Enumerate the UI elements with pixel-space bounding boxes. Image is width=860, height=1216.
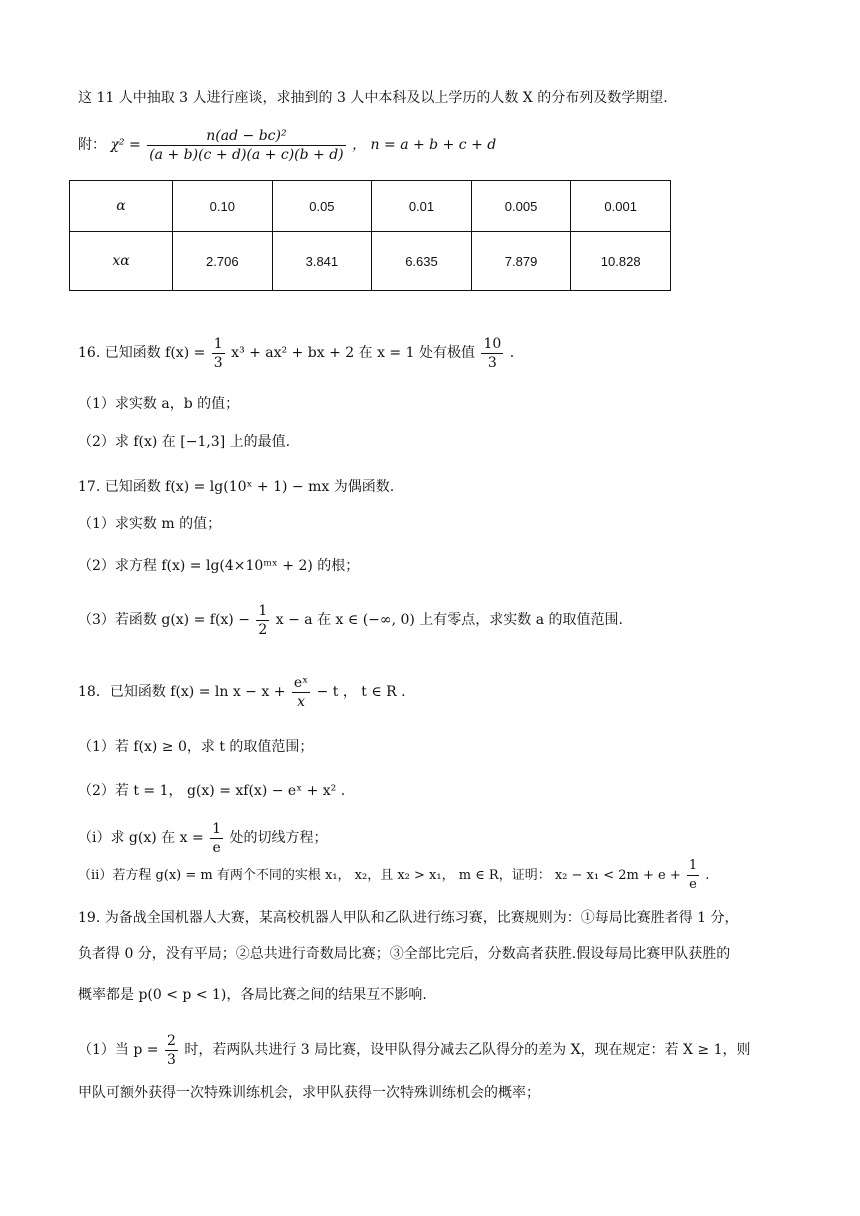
- q17-part3: [78, 600, 623, 640]
- fraction-denominator: 3: [481, 353, 503, 372]
- fraction-denominator: 2: [258, 621, 268, 638]
- q18-part-ii-prefix: （ⅱ）若方程 g(x) = m 有两个不同的实根 x₁， x₂，且 x₂ > x₁， m ∈ R，证明： x₂ − x₁ < 2m + e +: [78, 868, 685, 883]
- fraction-denominator: e: [210, 838, 223, 857]
- q17-fraction: [256, 602, 269, 639]
- critical-value-table: [69, 180, 671, 291]
- alpha-header: α: [70, 181, 173, 232]
- q16-fraction-1: [212, 335, 225, 372]
- q18-part-ii-end: .: [705, 868, 710, 883]
- q18-part-i-prefix: （ⅰ）求 g(x) 在 x =: [78, 830, 209, 846]
- fraction-numerator: 2: [166, 1032, 176, 1049]
- q16-end: .: [509, 345, 515, 361]
- q19-line-2: 负者得 0 分，没有平局；②总共进行奇数局比赛；③全部比完后，分数高者获胜.假设每局比赛甲队获胜的: [78, 946, 731, 962]
- fraction-denominator: x: [292, 692, 310, 711]
- q16-fraction-2: [481, 335, 503, 372]
- n-formula: ， n = a + b + c + d: [352, 137, 497, 153]
- fraction-numerator: 10: [483, 335, 502, 352]
- table-cell: 0.05: [272, 181, 372, 232]
- q19-part1-suffix: 时，若两队共进行 3 局比赛，设甲队得分减去乙队得分的差为 X，现在规定：若 X ≥ 1，则: [184, 1042, 751, 1058]
- chi-numerator: n(ad − bc)²: [206, 127, 287, 144]
- fraction-denominator: 3: [213, 354, 223, 371]
- fraction-numerator: 1: [688, 858, 698, 873]
- q16-part1: （1）求实数 a，b 的值；: [78, 396, 240, 412]
- q18-part2: （2）若 t = 1， g(x) = xf(x) − eˣ + x² .: [78, 783, 346, 799]
- q17-part2: （2）求方程 f(x) = lg(4×10ᵐˣ + 2) 的根；: [78, 558, 360, 574]
- q18-fraction: [292, 674, 310, 711]
- q19-part1: [78, 1030, 751, 1070]
- table-cell: 10.828: [571, 232, 671, 291]
- chi-square-fraction: [147, 127, 345, 164]
- fraction-denominator: 3: [166, 1051, 176, 1068]
- q18-part-i-fraction: [210, 820, 223, 857]
- fraction-numerator: eˣ: [293, 674, 309, 691]
- table-cell: 2.706: [173, 232, 273, 291]
- q17-part1: （1）求实数 m 的值；: [78, 516, 222, 532]
- q18-part1: （1）若 f(x) ≥ 0，求 t 的取值范围；: [78, 739, 314, 755]
- q17-part3-suffix: x − a 在 x ∈ (−∞, 0) 上有零点，求实数 a 的取值范围.: [275, 612, 623, 628]
- table-cell: 7.879: [471, 232, 571, 291]
- table-cell: 0.10: [173, 181, 273, 232]
- q18-suffix: − t ， t ∈ R .: [316, 684, 406, 700]
- q18-part-i: [78, 818, 328, 858]
- table-cell: 0.001: [571, 181, 671, 232]
- table-row: [70, 181, 671, 232]
- equals-sign: =: [129, 137, 141, 153]
- intro-line: 这 11 人中抽取 3 人进行座谈，求抽到的 3 人中本科及以上学历的人数 X 的分布列及数学期望.: [78, 90, 668, 106]
- q19-part1-prefix: （1）当 p =: [78, 1042, 163, 1058]
- fraction-numerator: 1: [213, 335, 223, 352]
- appendix-label: 附：: [78, 137, 106, 153]
- q17-part3-prefix: （3）若函数 g(x) = f(x) −: [78, 612, 255, 628]
- fraction-denominator: e: [687, 875, 699, 894]
- q18-prefix: 18．已知函数 f(x) = ln x − x +: [78, 684, 290, 700]
- fraction-numerator: 1: [212, 820, 222, 837]
- q16-prefix: 16. 已知函数 f(x) =: [78, 345, 210, 361]
- chi-symbol: χ²: [110, 137, 125, 153]
- q18-part-ii-fraction: [687, 857, 699, 894]
- q19-line-1: 19. 为备战全国机器人大赛，某高校机器人甲队和乙队进行练习赛，比赛规则为：①每局比赛胜者得 1 分，: [78, 910, 739, 926]
- q18-part-i-suffix: 处的切线方程；: [229, 830, 328, 846]
- table-row: [70, 232, 671, 291]
- x-alpha-header: xα: [70, 232, 173, 291]
- q18-stem: [78, 672, 406, 712]
- table-cell: 6.635: [372, 232, 472, 291]
- chi-denominator: (a + b)(c + d)(a + c)(b + d): [149, 146, 344, 163]
- table-cell: 3.841: [272, 232, 372, 291]
- fraction-numerator: 1: [258, 602, 268, 619]
- table-cell: 0.005: [471, 181, 571, 232]
- q19-line-3: 概率都是 p(0 < p < 1)，各局比赛之间的结果互不影响.: [78, 987, 427, 1003]
- q16-part2: （2）求 f(x) 在 [−1,3] 上的最值.: [78, 434, 291, 450]
- q19-part1-line-2: 甲队可额外获得一次特殊训练机会，求甲队获得一次特殊训练机会的概率；: [78, 1085, 540, 1101]
- q19-fraction: [165, 1032, 178, 1069]
- table-cell: 0.01: [372, 181, 472, 232]
- appendix-formula: [78, 124, 496, 166]
- q16-stem: [78, 333, 514, 373]
- q16-middle: x³ + ax² + bx + 2 在 x = 1 处有极值: [231, 345, 475, 361]
- q18-part-ii: [78, 856, 709, 896]
- q17-stem: 17. 已知函数 f(x) = lg(10ˣ + 1) − mx 为偶函数.: [78, 479, 395, 495]
